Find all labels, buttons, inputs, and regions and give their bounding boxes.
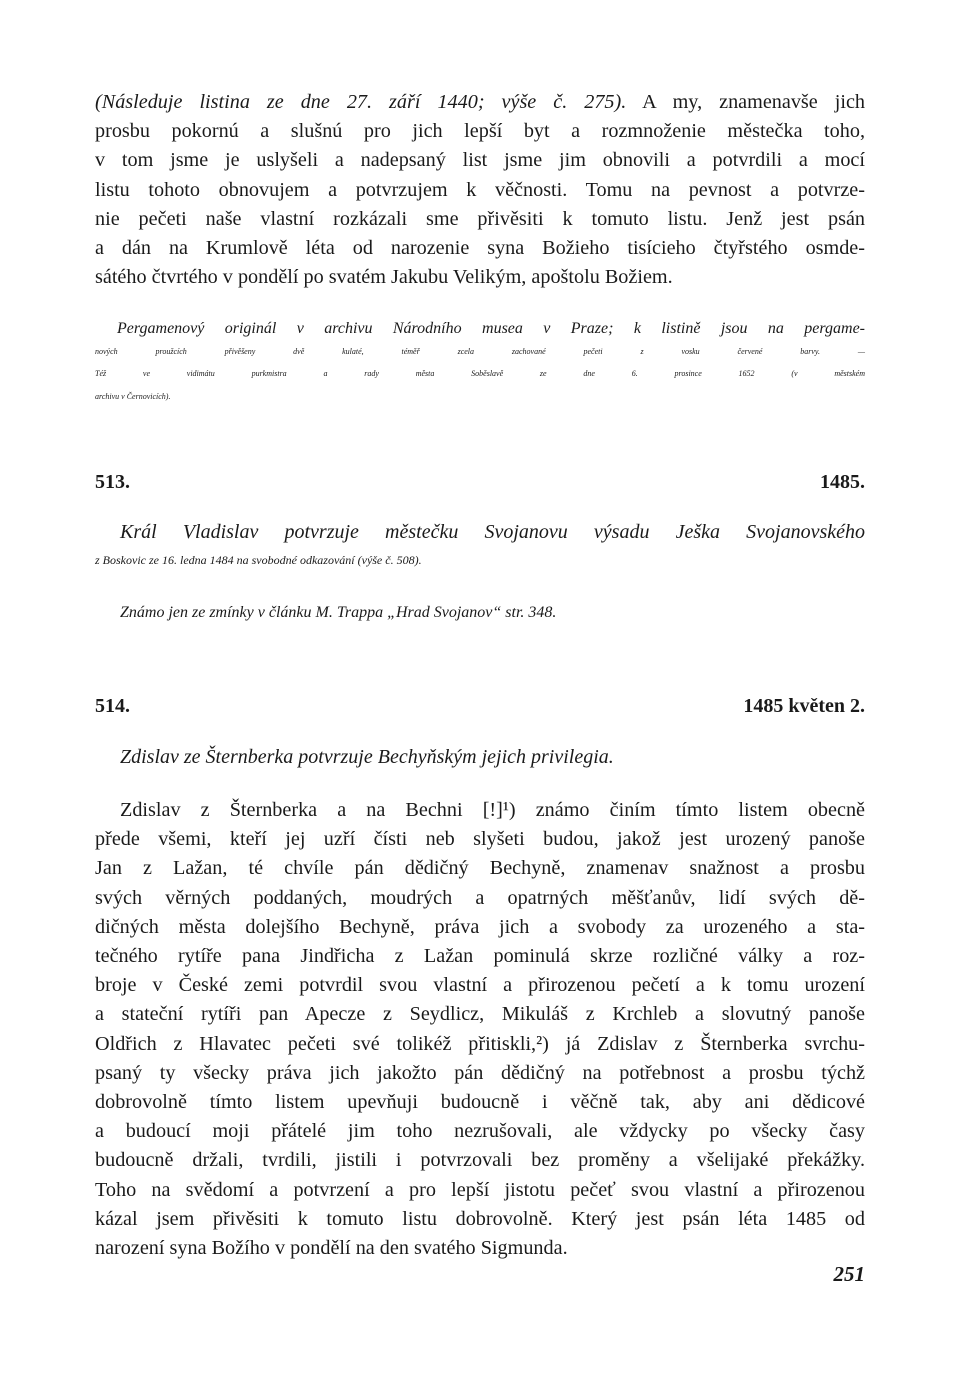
- source-note-513: [120, 602, 890, 624]
- body-line: a budoucí moji přátelé jim toho nezrušovali, ale vždycky po všecky časy: [95, 1120, 865, 1143]
- note-line: Pergamenový originál v archivu Národního musea v Praze; k listině jsou na pergame-: [117, 320, 865, 337]
- body-line: přede všemi, kteří jej uzří čísti neb slyšeti budou, jakož jest urozený panoše: [95, 828, 865, 851]
- body-line: svých věrných poddaných, moudrých a opatrných měšťanův, lidí svých dě-: [95, 886, 865, 909]
- body-line: sátého čtvrtého v pondělí po svatém Jakubu Velikým, apoštolu Božiem.: [95, 266, 673, 289]
- note-line: Též ve vidimátu purkmistra a rady města Soběslavě ze dne 6. prosince 1652 (v městském: [95, 369, 865, 378]
- body-line: a stateční rytíři pan Apecze z Seydlicz, Mikuláš z Krchleb a slovutný panoše: [95, 1003, 865, 1026]
- regest-514: [120, 743, 890, 771]
- body-line: tečného rytíře pana Jindřicha z Lažan pominulá skrze rozličné války a roz-: [95, 945, 865, 968]
- regest-line: z Boskovic ze 16. ledna 1484 na svobodné odkazování (výše č. 508).: [95, 553, 422, 567]
- body-line: [95, 88, 865, 117]
- body-line: budoucně držali, tvrdili, jistili i potvrzovali bez proměny a všelijaké překážky.: [95, 1149, 865, 1172]
- regest-line: Zdislav ze Šternberka potvrzuje Bechyňským jejich privilegia.: [120, 746, 614, 768]
- page-number: 251: [833, 1262, 865, 1286]
- entry-number: 514.: [95, 695, 130, 717]
- italic-reference: (Následuje listina ze dne 27. září 1440; výše č. 275).: [95, 91, 627, 113]
- regest-line: Král Vladislav potvrzuje městečku Svojanovu výsadu Ješka Svojanovského: [120, 521, 865, 543]
- body-line: nie pečeti naše vlastní rozkázali sme přivěsiti k tomuto listu. Jenž jest psán: [95, 207, 865, 230]
- body-line: Jan z Lažan, té chvíle pán dědičný Bechyně, znamenav snažnost a prosbu: [95, 857, 865, 880]
- body-line: narození syna Božího v pondělí na den svatého Sigmunda.: [95, 1237, 568, 1260]
- body-line: prosbu pokornú a slušnú pro jich lepší byt a rozmnoženie městečka toho,: [95, 120, 865, 143]
- body-line: psaný ty všecky práva jich jakožto pán dědičný na potřebnost a prosbu týchž: [95, 1061, 865, 1084]
- document-body-514: [95, 796, 865, 1263]
- note-line: nových proužcích přivěšeny dvě kulaté, téměř zcela zachované pečeti z vosku červené barvy. —: [95, 346, 865, 356]
- body-line: v tom jsme je uslyšeli a nadepsaný list jsme jim obnovili a potvrdili a mocí: [95, 149, 865, 172]
- source-line: Známo jen ze zmínky v článku M. Trappa „Hrad Svojanov“ str. 348.: [120, 604, 557, 621]
- archival-note: [95, 318, 865, 408]
- body-line: Oldřich z Hlavatec pečeti své tolikéž přitiskli,²) já Zdislav z Šternberka svrchu-: [95, 1032, 865, 1055]
- entry-date: 1485 květen 2.: [743, 695, 865, 717]
- entry-date: 1485.: [820, 471, 865, 493]
- body-line: kázal jsem přivěsiti k tomuto listu dobrovolně. Který jest psán léta 1485 od: [95, 1207, 865, 1230]
- entry-number: 513.: [95, 471, 130, 493]
- body-line: a dán na Krumlově léta od narozenie syna Božieho tisícieho čtyřstého osmde-: [95, 237, 865, 260]
- body-line: broje v České zemi potvrdil svou vlastní a přirozenou pečetí a k tomu urození: [95, 974, 865, 997]
- body-line: listu tohoto obnovujem a potvrzujem k věčnosti. Tomu na pevnost a potvrze-: [95, 178, 865, 201]
- body-line: dičných města dolejšího Bechyně, práva jich a svobody za urozeného a sta-: [95, 915, 865, 938]
- body-line: Toho na svědomí a potvrzení a pro lepší jistotu pečeť svou vlastní a přirozenou: [95, 1178, 865, 1201]
- body-line: Zdislav z Šternberka a na Bechni [!]¹) známo činím tímto listem obecně: [120, 799, 865, 821]
- prev-document-body: [95, 88, 865, 292]
- regest-513: [95, 518, 865, 574]
- note-line: archivu v Černovicích).: [95, 391, 171, 401]
- body-line: dobrovolně tímto listem upevňuji budoucně i věčně tak, aby ani dědicové: [95, 1091, 865, 1114]
- line-text: A my, znamenavše jich: [626, 91, 865, 113]
